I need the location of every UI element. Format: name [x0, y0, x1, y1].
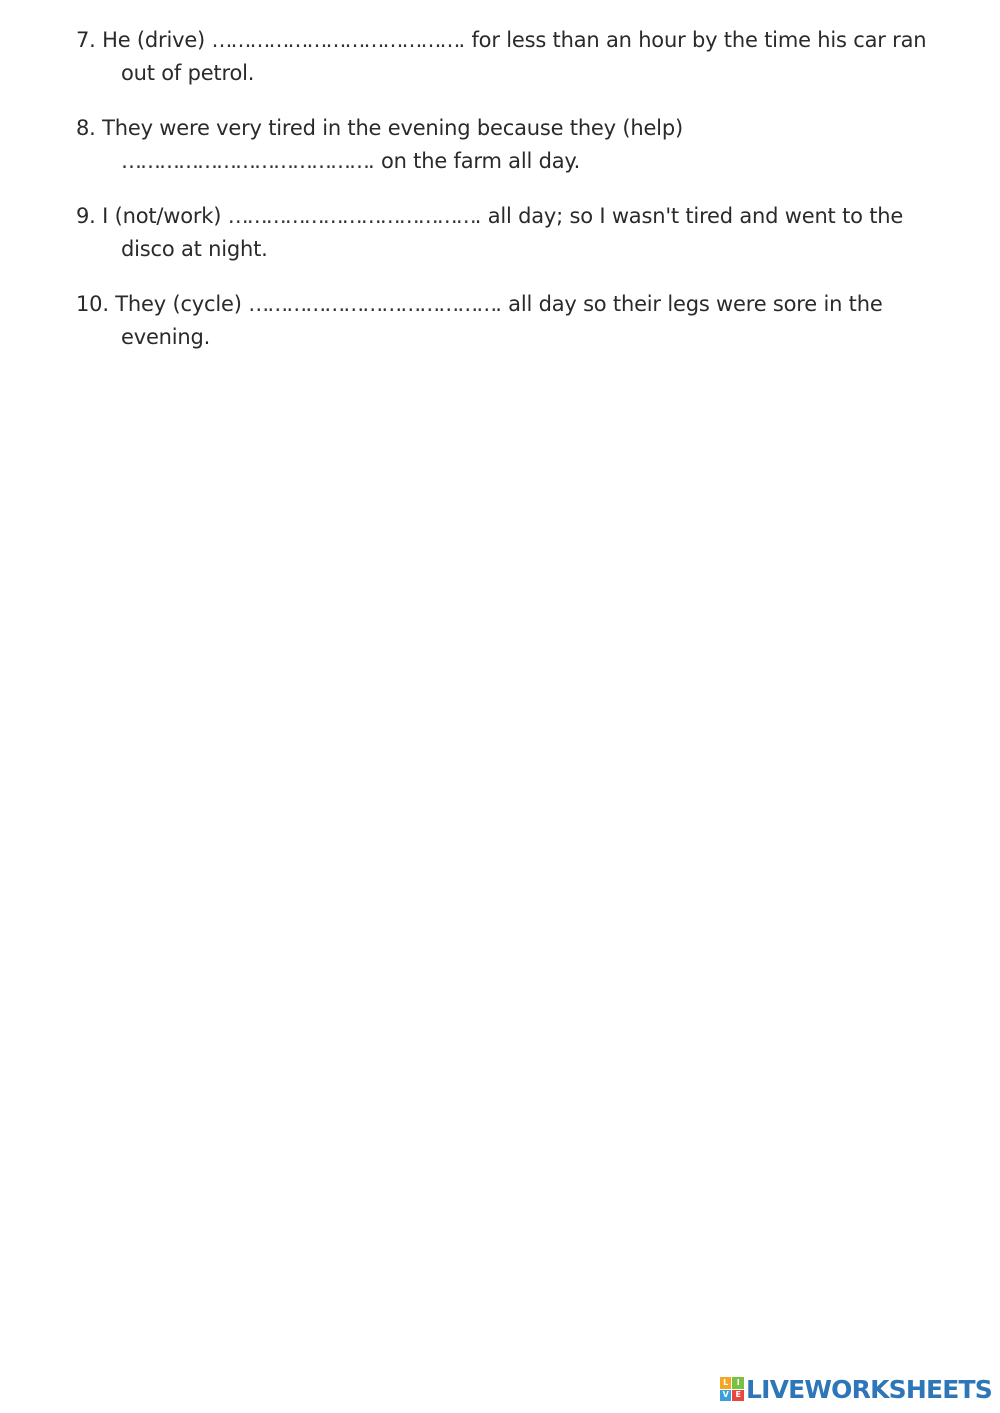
question-8-answer-blank[interactable]: ………………………………… — [121, 149, 368, 173]
question-10-prompt: They (cycle) — [115, 292, 242, 316]
question-9-answer-blank[interactable]: ………………………………… — [227, 204, 475, 228]
question-8-number: 8. — [76, 116, 96, 140]
question-9-number: 9. — [76, 204, 96, 228]
question-10: 10. They (cycle) …………………………………. all day so their legs were sore in the evening. — [76, 292, 890, 349]
question-7: 7. He (drive) …………………………………. for less than an hour by the time his car ran out of petrol. — [76, 28, 933, 85]
question-9-prompt: I (not/work) — [102, 204, 222, 228]
logo-mark-letter-e: E — [732, 1390, 744, 1402]
question-10-continuation: all day so their legs were sore in the evening. — [121, 292, 890, 349]
question-10-answer-blank[interactable]: ………………………………… — [248, 292, 496, 316]
question-7-prompt: He (drive) — [102, 28, 206, 52]
liveworksheets-logo — [720, 1373, 992, 1405]
question-8-prompt: They were very tired in the evening because they (help) — [102, 116, 683, 140]
question-7-number: 7. — [76, 28, 96, 52]
logo-mark-letter-i: I — [732, 1377, 744, 1389]
question-10-number: 10. — [76, 292, 109, 316]
logo-mark-icon — [720, 1377, 744, 1401]
logo-mark-letter-v: V — [720, 1390, 732, 1402]
question-7-continuation: for less than an hour by the time his car ran out of petrol. — [121, 28, 933, 85]
question-8: 8. They were very tired in the evening because they (help) …………………………………. on the farm all day. — [76, 116, 683, 173]
question-8-continuation: on the farm all day. — [380, 149, 581, 173]
logo-mark-letter-l: L — [720, 1377, 732, 1389]
worksheet-questions — [76, 24, 936, 376]
question-9-continuation: all day; so I wasn't tired and went to the disco at night. — [121, 204, 910, 261]
logo-text: LIVEWORKSHEETS — [745, 1374, 992, 1404]
question-9: 9. I (not/work) …………………………………. all day; so I wasn't tired and went to the disco at night. — [76, 204, 910, 261]
question-7-answer-blank[interactable]: ………………………………… — [211, 28, 459, 52]
